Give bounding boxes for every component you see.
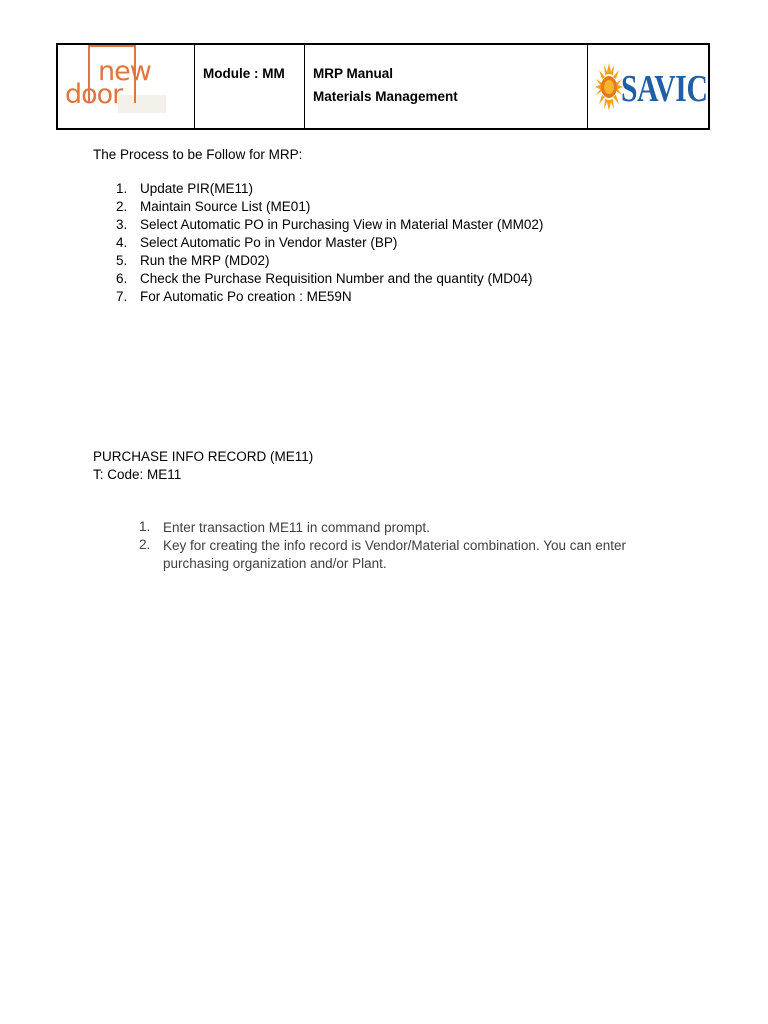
- module-label: Module : MM: [203, 66, 285, 81]
- savic-logo: [594, 61, 708, 117]
- header-logo-cell-left: [58, 45, 195, 128]
- list-item-number: 5.: [116, 253, 128, 268]
- list-item-number: 1.: [139, 519, 151, 534]
- list-item-text: Enter transaction ME11 in command prompt.: [163, 520, 430, 535]
- list-item-number: 7.: [116, 289, 128, 304]
- document-subtitle: Materials Management: [313, 89, 458, 104]
- list-item-text: Key for creating the info record is Vendor/Material combination. You can enter purchasing organization and/or Plant.: [163, 538, 627, 571]
- document-title: MRP Manual: [313, 66, 394, 81]
- document-header-table: [56, 43, 710, 130]
- newdoor-logo-text-new: new: [98, 56, 151, 87]
- list-item-number: 2.: [116, 199, 128, 214]
- savic-logo-text: SAVIC: [621, 68, 708, 110]
- mrp-process-intro: The Process to be Follow for MRP:: [93, 147, 303, 162]
- transaction-code-label: T: Code: ME11: [93, 467, 182, 482]
- list-item-text: Run the MRP (MD02): [140, 253, 270, 268]
- list-item-text: Check the Purchase Requisition Number and the quantity (MD04): [140, 271, 533, 286]
- header-module-cell: [195, 45, 305, 128]
- list-item-text: Maintain Source List (ME01): [140, 199, 311, 214]
- list-item-text: Update PIR(ME11): [140, 181, 254, 196]
- list-item-number: 2.: [139, 537, 151, 552]
- list-item-number: 6.: [116, 271, 128, 286]
- newdoor-logo-text-door: door: [65, 79, 123, 110]
- newdoor-logo: [63, 45, 188, 129]
- list-item-number: 1.: [116, 181, 128, 196]
- list-item-number: 4.: [116, 235, 128, 250]
- header-title-cell: [305, 45, 588, 128]
- list-item-text: Select Automatic Po in Vendor Master (BP): [140, 235, 398, 250]
- header-logo-cell-right: [588, 45, 708, 128]
- list-item-number: 3.: [116, 217, 128, 232]
- section-title-purchase-info-record: PURCHASE INFO RECORD (ME11): [93, 449, 314, 464]
- list-item-text: For Automatic Po creation : ME59N: [140, 289, 352, 304]
- list-item-text: Select Automatic PO in Purchasing View in Material Master (MM02): [140, 217, 544, 232]
